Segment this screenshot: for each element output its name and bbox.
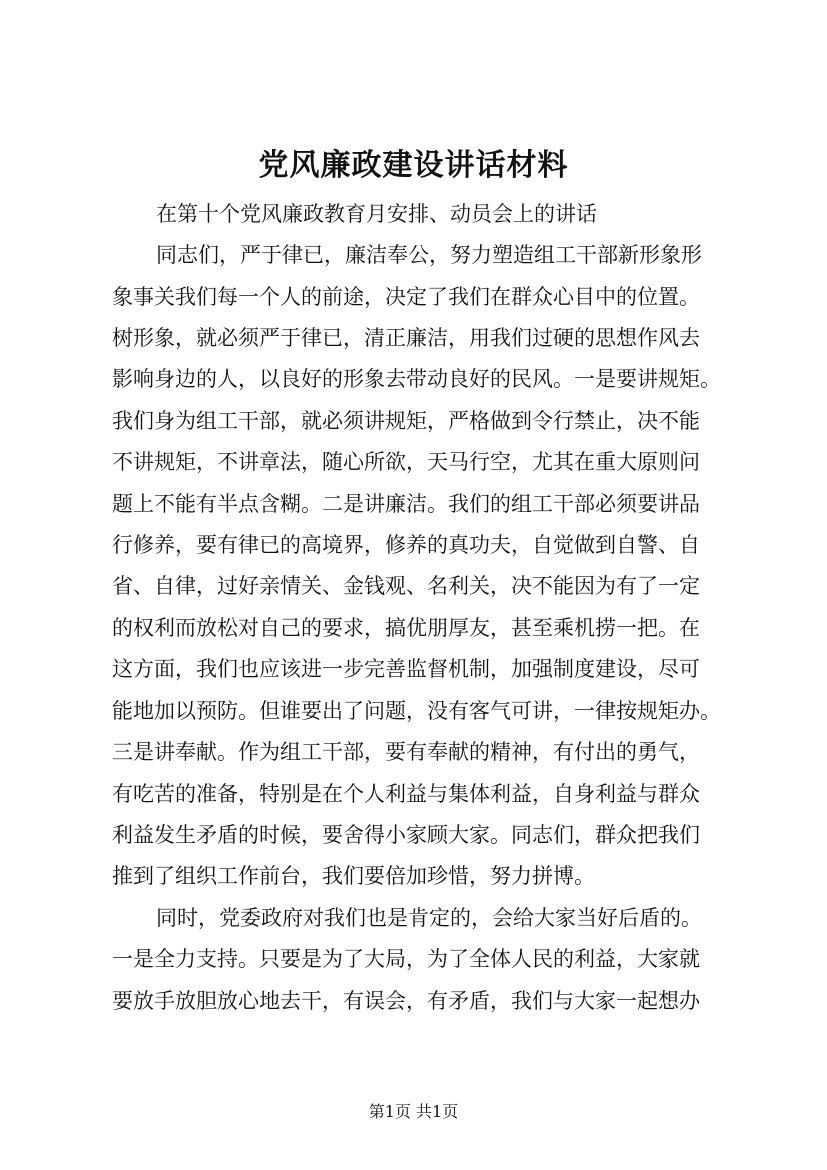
- text-line-10: 的权利而放松对自己的要求，搞优朋厚友，甚至乘机捞一把。在: [112, 616, 700, 640]
- text-line-19: 要放手放胆放心地去干，有误会，有矛盾，我们与大家一起想办: [112, 989, 700, 1013]
- text-line-14: 有吃苦的准备，特别是在个人利益与集体利益，自身利益与群众: [112, 782, 700, 806]
- text-line-4: 影响身边的人，以良好的形象去带动良好的民风。一是要讲规矩。: [112, 367, 721, 391]
- text-line-1: 同志们，严于律已，廉洁奉公，努力塑造组工干部新形象形: [156, 243, 702, 267]
- text-line-12: 能地加以预防。但谁要出了问题，没有客气可讲，一律按规矩办。: [112, 699, 721, 723]
- text-line-18: 一是全力支持。只要是为了大局，为了全体人民的利益，大家就: [112, 947, 700, 971]
- text-line-8: 行修养，要有律已的高境界，修养的真功夫，自觉做到自警、自: [112, 533, 700, 557]
- text-line-3: 树形象，就必须严于律已，清正廉洁，用我们过硬的思想作风去: [112, 326, 700, 350]
- text-line-6: 不讲规矩，不讲章法，随心所欲，天马行空，尤其在重大原则问: [112, 450, 700, 474]
- text-line-2: 象事关我们每一个人的前途，决定了我们在群众心目中的位置。: [112, 285, 700, 309]
- text-line-17: 同时，党委政府对我们也是肯定的，会给大家当好后盾的。: [156, 906, 702, 930]
- document-title: 党风廉政建设讲话材料: [258, 148, 569, 183]
- text-line-5: 我们身为组工干部，就必须讲规矩，严格做到令行禁止，决不能: [112, 409, 700, 433]
- text-line-7: 题上不能有半点含糊。二是讲廉洁。我们的组工干部必须要讲品: [112, 492, 700, 516]
- text-line-13: 三是讲奉献。作为组工干部，要有奉献的精神，有付出的勇气，: [112, 740, 700, 764]
- page-footer: 第1页 共1页: [368, 1102, 459, 1121]
- text-line-11: 这方面，我们也应该进一步完善监督机制，加强制度建设，尽可: [112, 657, 700, 681]
- text-line-16: 推到了组织工作前台，我们要倍加珍惜，努力拼博。: [112, 864, 595, 888]
- text-line-9: 省、自律，过好亲情关、金钱观、名利关，决不能因为有了一定: [112, 574, 700, 598]
- text-line-15: 利益发生矛盾的时候，要舍得小家顾大家。同志们，群众把我们: [112, 823, 700, 847]
- document-subtitle: 在第十个党风廉政教育月安排、动员会上的讲话: [156, 202, 597, 226]
